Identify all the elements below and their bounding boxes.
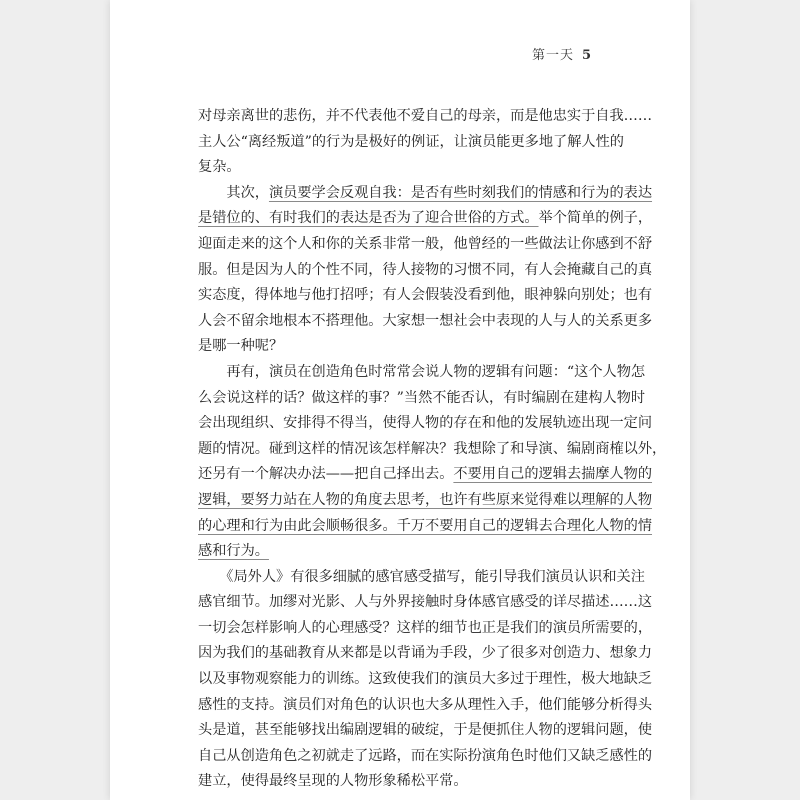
text-line <box>198 488 653 514</box>
book-page <box>110 0 690 800</box>
text-segment: 举个简单的例子， <box>538 210 653 227</box>
text-segment: 复杂。 <box>198 159 241 176</box>
text-segment: 头是道，甚至能够找出编剧逻辑的破绽，于是便抓住人物的逻辑问题，使 <box>198 722 653 739</box>
underlined-text: 感和行为。 <box>198 543 269 560</box>
text-segment: 对母亲离世的悲伤，并不代表他不爱自己的母亲，而是他忠实于自我…… <box>198 108 653 124</box>
text-line <box>198 334 602 360</box>
text-line <box>198 104 653 130</box>
text-line <box>198 181 653 207</box>
text-segment: 迎面走来的这个人和你的关系非常一般，他曾经的一些做法让你感到不舒 <box>198 235 653 252</box>
text-line <box>198 641 653 667</box>
text-line <box>198 693 653 719</box>
text-line <box>198 769 602 795</box>
text-line <box>198 360 646 386</box>
text-segment: 再有，演员在创造角色时常常会说人物的逻辑有问题：“这个人物怎 <box>198 363 646 380</box>
text-segment: 是哪一种呢？ <box>198 338 284 355</box>
text-line <box>198 130 624 156</box>
text-segment: 还另有一个解决办法——把自己择出去。 <box>198 466 454 483</box>
text-segment: 服。但是因为人的个性不同，待人接物的习惯不同，有人会掩藏自己的真 <box>198 261 653 278</box>
text-segment: 实态度，得体地与他打招呼；有人会假装没看到他，眼神躲向别处；也有 <box>198 287 653 304</box>
text-segment: 感官细节。加缪对光影、人与外界接触时身体感官感受的详尽描述……这 <box>198 594 653 611</box>
underlined-text: 逻辑，要努力站在人物的角度去思考，也许有些原来觉得难以理解的人物 <box>198 491 653 508</box>
text-line <box>198 718 653 744</box>
running-head <box>532 44 592 63</box>
text-line <box>198 232 653 258</box>
text-line <box>198 462 653 488</box>
underlined-text: 不要用自己的逻辑去揣摩人物的 <box>453 466 653 483</box>
text-line <box>198 514 653 540</box>
text-segment: 《局外人》有很多细腻的感官感受描写，能引导我们演员认识和关注 <box>198 568 645 585</box>
text-line <box>198 206 653 232</box>
text-line <box>198 539 602 565</box>
text-line <box>198 411 653 437</box>
text-line <box>198 437 667 463</box>
text-line <box>198 155 602 181</box>
text-segment: 主人公“离经叛道”的行为是极好的例证，让演员能更多地了解人性的 <box>198 133 624 150</box>
text-segment: 因为我们的基础教育从来都是以背诵为手段，少了很多对创造力、想象力 <box>198 645 653 662</box>
text-line <box>198 565 645 591</box>
text-segment: 建立，使得最终呈现的人物形象稀松平常。 <box>198 773 468 790</box>
text-segment: 其次， <box>198 184 269 201</box>
text-line <box>198 744 653 770</box>
text-line <box>198 283 653 309</box>
page-number: 5 <box>581 48 592 63</box>
text-line <box>198 590 653 616</box>
section-title: 第一天 <box>531 48 574 63</box>
text-segment: 自己从创造角色之初就走了远路，而在实际扮演角色时他们又缺乏感性的 <box>198 747 653 764</box>
underlined-text: 的心理和行为由此会顺畅很多。千万不要用自己的逻辑去合理化人物的情 <box>198 517 653 534</box>
text-segment: 题的情况。碰到这样的情况该怎样解决？我想除了和导演、编剧商榷以外， <box>198 440 667 457</box>
body-text <box>198 104 667 795</box>
underlined-text: 是错位的、有时我们的表达是否为了迎合世俗的方式。 <box>198 210 539 227</box>
text-segment: 人会不留余地根本不搭理他。大家想一想社会中表现的人与人的关系更多 <box>198 312 653 329</box>
text-segment: 么会说这样的话？做这样的事？”当然不能否认，有时编剧在建构人物时 <box>198 389 646 406</box>
text-line <box>198 386 646 412</box>
text-line <box>198 667 653 693</box>
text-line <box>198 258 653 284</box>
underlined-text: 演员要学会反观自我：是否有些时刻我们的情感和行为的表达 <box>268 184 653 201</box>
text-segment: 感性的支持。演员们对角色的认识也大多从理性入手，他们能够分析得头 <box>198 696 653 713</box>
text-line <box>198 309 653 335</box>
text-line <box>198 616 653 642</box>
text-segment: 以及事物观察能力的训练。这致使我们的演员大多过于理性，极大地缺乏 <box>198 671 653 688</box>
text-segment: 一切会怎样影响人的心理感受？这样的细节也正是我们的演员所需要的， <box>198 619 653 636</box>
text-segment: 会出现组织、安排得不得当，使得人物的存在和他的发展轨迹出现一定问 <box>198 415 653 432</box>
